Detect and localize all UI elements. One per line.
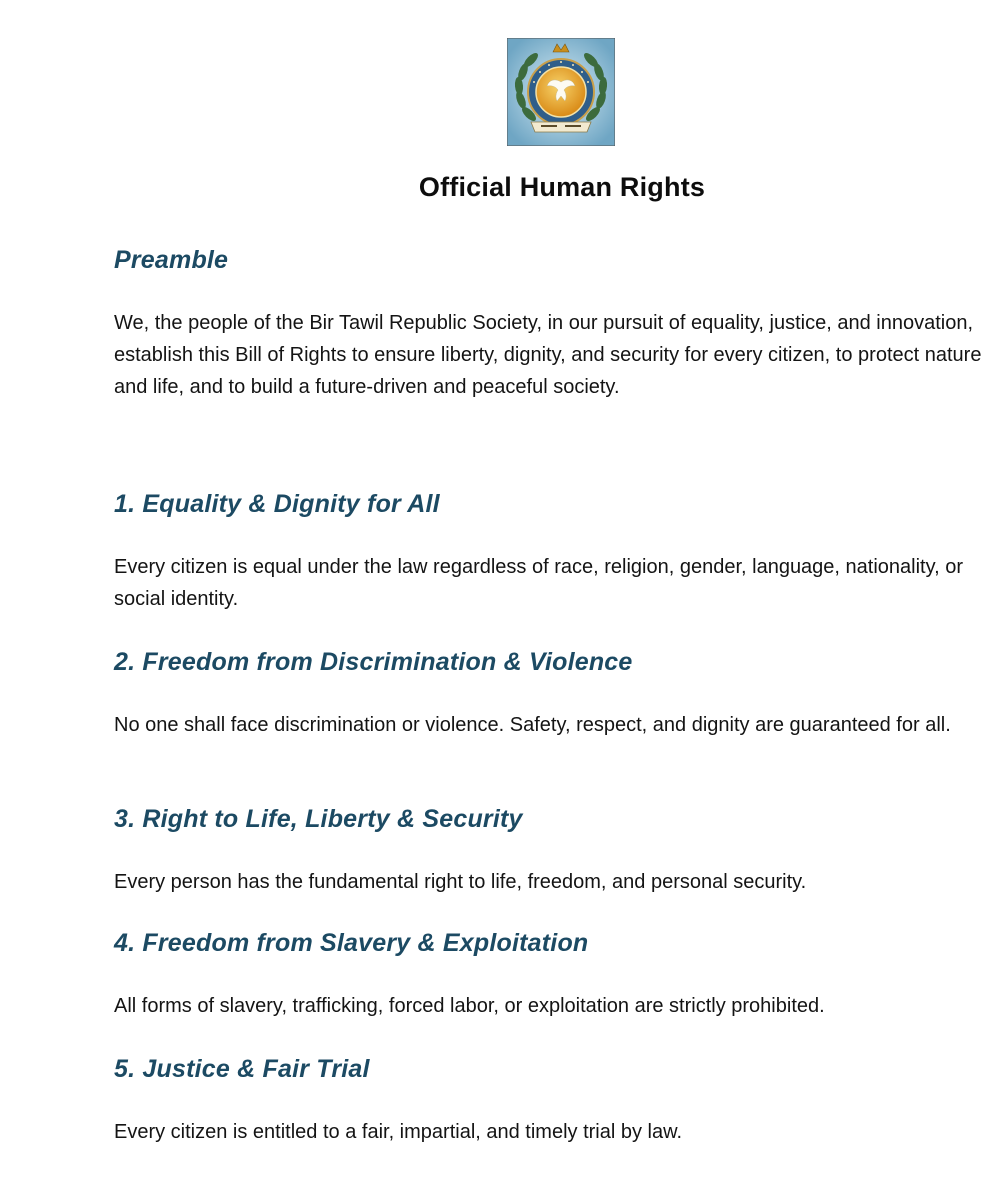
seal-emblem-icon [507, 38, 615, 146]
section-heading-1: 1. Equality & Dignity for All [114, 490, 440, 518]
section-heading-5: 5. Justice & Fair Trial [114, 1055, 370, 1083]
section-text-1: Every citizen is equal under the law regardless of race, religion, gender, language, nationality, or social identity. [114, 556, 964, 610]
section-text-5: Every citizen is entitled to a fair, impartial, and timely trial by law. [114, 1121, 683, 1143]
document-title: Official Human Rights [418, 172, 706, 202]
section-heading-3: 3. Right to Life, Liberty & Security [114, 805, 523, 833]
section-heading-2: 2. Freedom from Discrimination & Violence [114, 648, 633, 676]
section-text-3: Every person has the fundamental right to life, freedom, and personal security. [114, 871, 807, 893]
section-text-2: No one shall face discrimination or violence. Safety, respect, and dignity are guaranteed for all. [114, 714, 951, 736]
section-heading-4: 4. Freedom from Slavery & Exploitation [114, 929, 589, 957]
republic-seal-image [507, 38, 615, 146]
section-text-4: All forms of slavery, trafficking, forced labor, or exploitation are strictly prohibited. [114, 995, 825, 1017]
preamble-text: We, the people of the Bir Tawil Republic Society, in our pursuit of equality, justice, and innovation, establish this Bill of Rights to ensure liberty, dignity, and security for every citizen, to protect nature and life, and to build a future-driven and peaceful society. [114, 312, 982, 398]
preamble-heading: Preamble [114, 246, 229, 274]
